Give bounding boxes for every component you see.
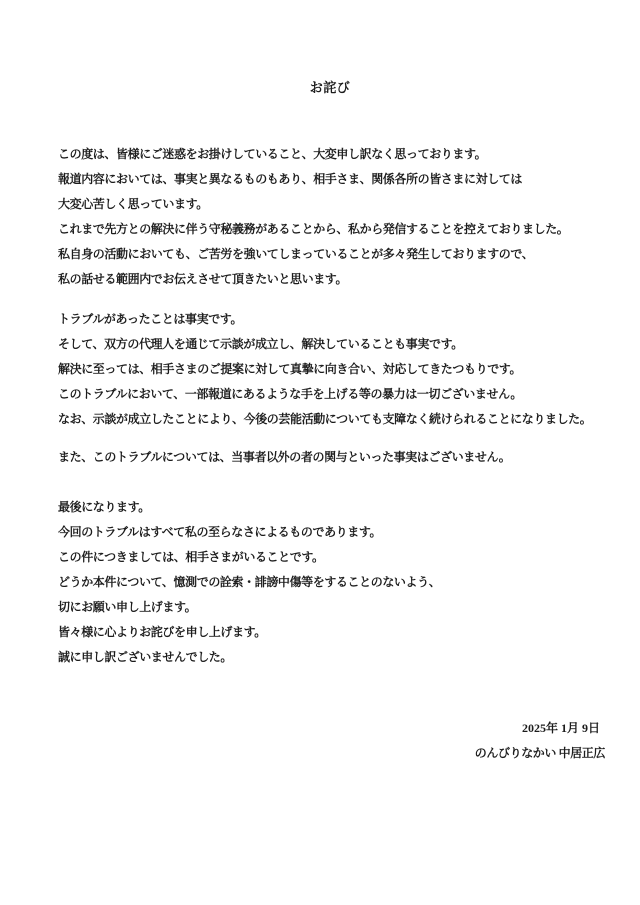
text-line: そして、双方の代理人を通じて示談が成立し、解決していることも事実です。 <box>58 337 463 351</box>
text-line: 今回のトラブルはすべて私の至らなさによるものであります。 <box>58 525 382 539</box>
document-signature: のんびりなかい 中居正広 <box>474 746 605 760</box>
text-line: 切にお願い申し上げます。 <box>58 600 197 614</box>
text-line: 解決に至っては、相手さまのご提案に対して真摯に向き合い、対応してきたつもりです。 <box>58 362 522 376</box>
text-line: 誠に申し訳ございませんでした。 <box>58 650 233 664</box>
text-line: 報道内容においては、事実と異なるものもあり、相手さま、関係各所の皆さまに対しては <box>58 172 523 186</box>
text-line: 最後になります。 <box>58 500 150 514</box>
text-line: 私の話せる範囲内でお伝えさせて頂きたいと思います。 <box>58 272 348 286</box>
paragraph-intro <box>58 142 626 292</box>
text-line: どうか本件について、憶測での詮索・誹謗中傷等をすることのないよう、 <box>58 575 441 589</box>
document-title: お詫び <box>309 80 351 95</box>
text-line: トラブルがあったことは事実です。 <box>58 312 243 326</box>
text-line: この度は、皆様にご迷惑をお掛けしていること、大変申し訳なく思っております。 <box>58 147 487 161</box>
text-line: なお、示談が成立したことにより、今後の芸能活動についても支障なく続けられることになりました。 <box>58 412 592 426</box>
text-line: 私自身の活動においても、ご苦労を強いてしまっていることが多々発生しておりますので、 <box>58 247 534 261</box>
paragraph-closing <box>58 495 626 670</box>
paragraph-involvement <box>58 445 626 470</box>
text-line: この件につきましては、相手さまがいることです。 <box>58 550 324 564</box>
paragraph-facts <box>58 307 626 432</box>
text-line: 大変心苦しく思っています。 <box>58 197 208 211</box>
text-line: また、このトラブルについては、当事者以外の者の関与といった事実はございません。 <box>58 450 511 464</box>
text-line: このトラブルにおいて、一部報道にあるような手を上げる等の暴力は一切ございません。 <box>58 387 523 401</box>
document-date: 2025年 1月 9日 <box>521 721 600 735</box>
text-line: 皆々様に心よりお詫びを申し上げます。 <box>58 625 266 639</box>
text-line: これまで先方との解決に伴う守秘義務があることから、私から発信することを控えておりました。 <box>58 222 569 236</box>
